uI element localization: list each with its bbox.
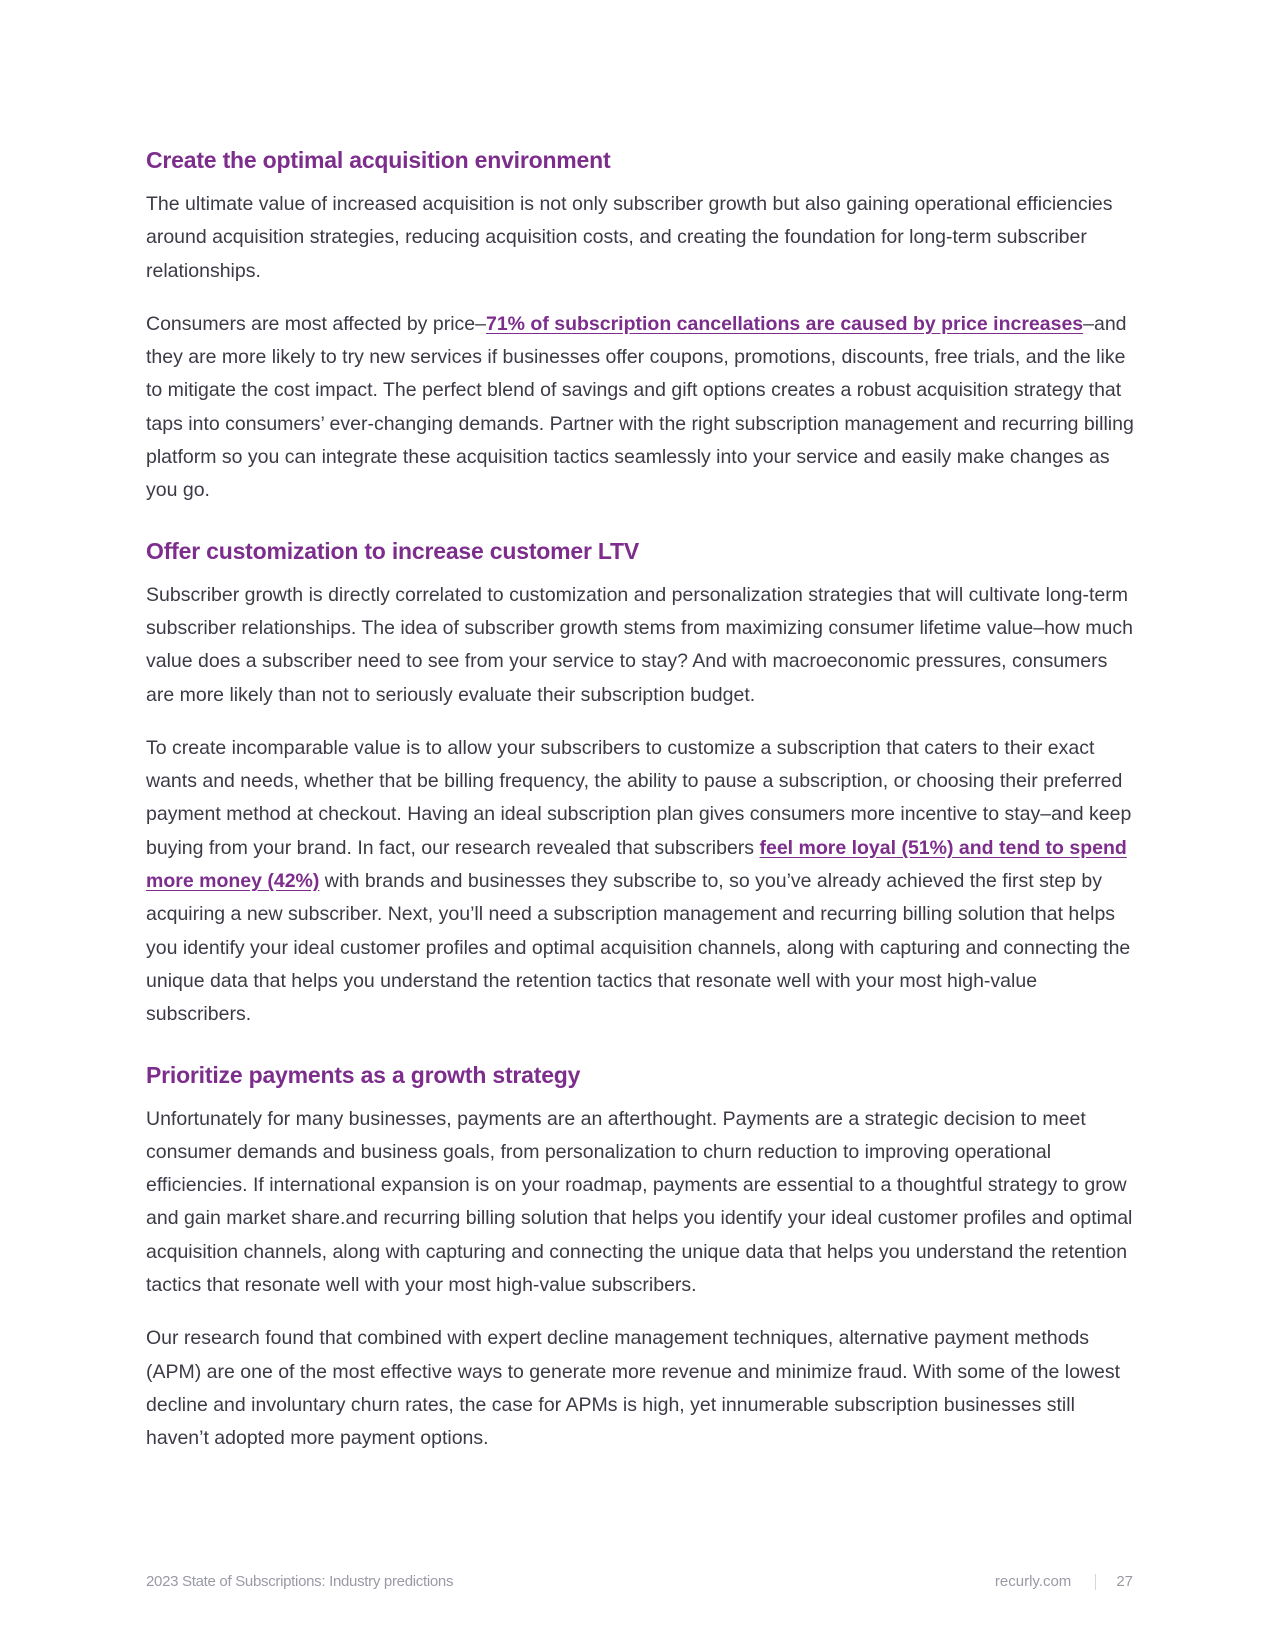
footer-divider [1095, 1574, 1096, 1590]
document-page [146, 145, 1136, 1484]
paragraph: Our research found that combined with expert decline management techniques, alternative payment methods (APM) are one of the most effective ways to generate more revenue and minimize fraud. With some of the lowest decline and involuntary churn rates, the case for APMs is high, yet innumerable subscription businesses still haven’t adopted more payment options. [146, 1327, 1121, 1450]
footer-site-link[interactable]: recurly.com [994, 1573, 1072, 1590]
paragraph [146, 308, 1136, 508]
paragraph [146, 732, 1136, 1032]
loyalty-stat-link[interactable]: feel more loyal (51%) and tend to spend more money (42%) [146, 836, 1127, 893]
section-heading: Offer customization to increase customer LTV [146, 537, 640, 564]
paragraph-text: –and they are more likely to try new services if businesses offer coupons, promotions, discounts, free trials, and the like to mitigate the cost impact. The perfect blend of savings and gift options creates a robust acquisition strategy that taps into consumers’ ever-changing demands. Partner with the right subscription management and recurring billing platform so you can integrate these acquisition tactics seamlessly into your service and easily make changes as you go. [146, 312, 1134, 502]
section-heading: Prioritize payments as a growth strategy [146, 1061, 581, 1088]
footer-document-title: 2023 State of Subscriptions: Industry predictions [146, 1573, 454, 1590]
section-heading: Create the optimal acquisition environment [146, 147, 611, 173]
paragraph: The ultimate value of increased acquisition is not only subscriber growth but also gaining operational efficiencies around acquisition strategies, reducing acquisition costs, and creating the foundation for long-term subscriber relationships. [146, 193, 1113, 282]
section-payments [146, 1060, 1136, 1456]
section-acquisition [146, 145, 1136, 508]
paragraph: Unfortunately for many businesses, payments are an afterthought. Payments are a strategic decision to meet consumer demands and business goals, from personalization to churn reduction to improving operational efficiencies. If international expansion is on your roadmap, payments are essential to a thoughtful strategy to grow and gain market share.and recurring billing solution that helps you identify your ideal customer profiles and optimal acquisition channels, along with capturing and connecting the unique data that helps you understand the retention tactics that resonate well with your most high-value subscribers. [146, 1107, 1133, 1297]
price-increase-stat-link[interactable]: 71% of subscription cancellations are caused by price increases [485, 312, 1084, 335]
section-customization [146, 536, 1136, 1032]
paragraph-text: Consumers are most affected by price– [146, 312, 486, 335]
page-footer [146, 1570, 1133, 1594]
page-number: 27 [1116, 1573, 1133, 1590]
paragraph-text: with brands and businesses they subscribe to, so you’ve already achieved the first step by acquiring a new subscriber. Next, you’ll need a subscription management and recurring billing solution that helps you identify your ideal customer profiles and optimal acquisition channels, along with capturing and connecting the unique data that helps you understand the retention tactics that resonate well with your most high-value subscribers. [146, 870, 1131, 1026]
paragraph: Subscriber growth is directly correlated to customization and personalization strategies that will cultivate long-term subscriber relationships. The idea of subscriber growth stems from maximizing consumer lifetime value–how much value does a subscriber need to see from your service to stay? And with macroeconomic pressures, consumers are more likely than not to seriously evaluate their subscription budget. [146, 583, 1133, 706]
footer-right-group [995, 1570, 1133, 1594]
paragraph-text: To create incomparable value is to allow your subscribers to customize a subscription that caters to their exact wants and needs, whether that be billing frequency, the ability to pause a subscription, or choosing their preferred payment method at checkout. Having an ideal subscription plan gives consumers more incentive to stay–and keep buying from your brand. In fact, our research revealed that subscribers [146, 736, 1132, 859]
